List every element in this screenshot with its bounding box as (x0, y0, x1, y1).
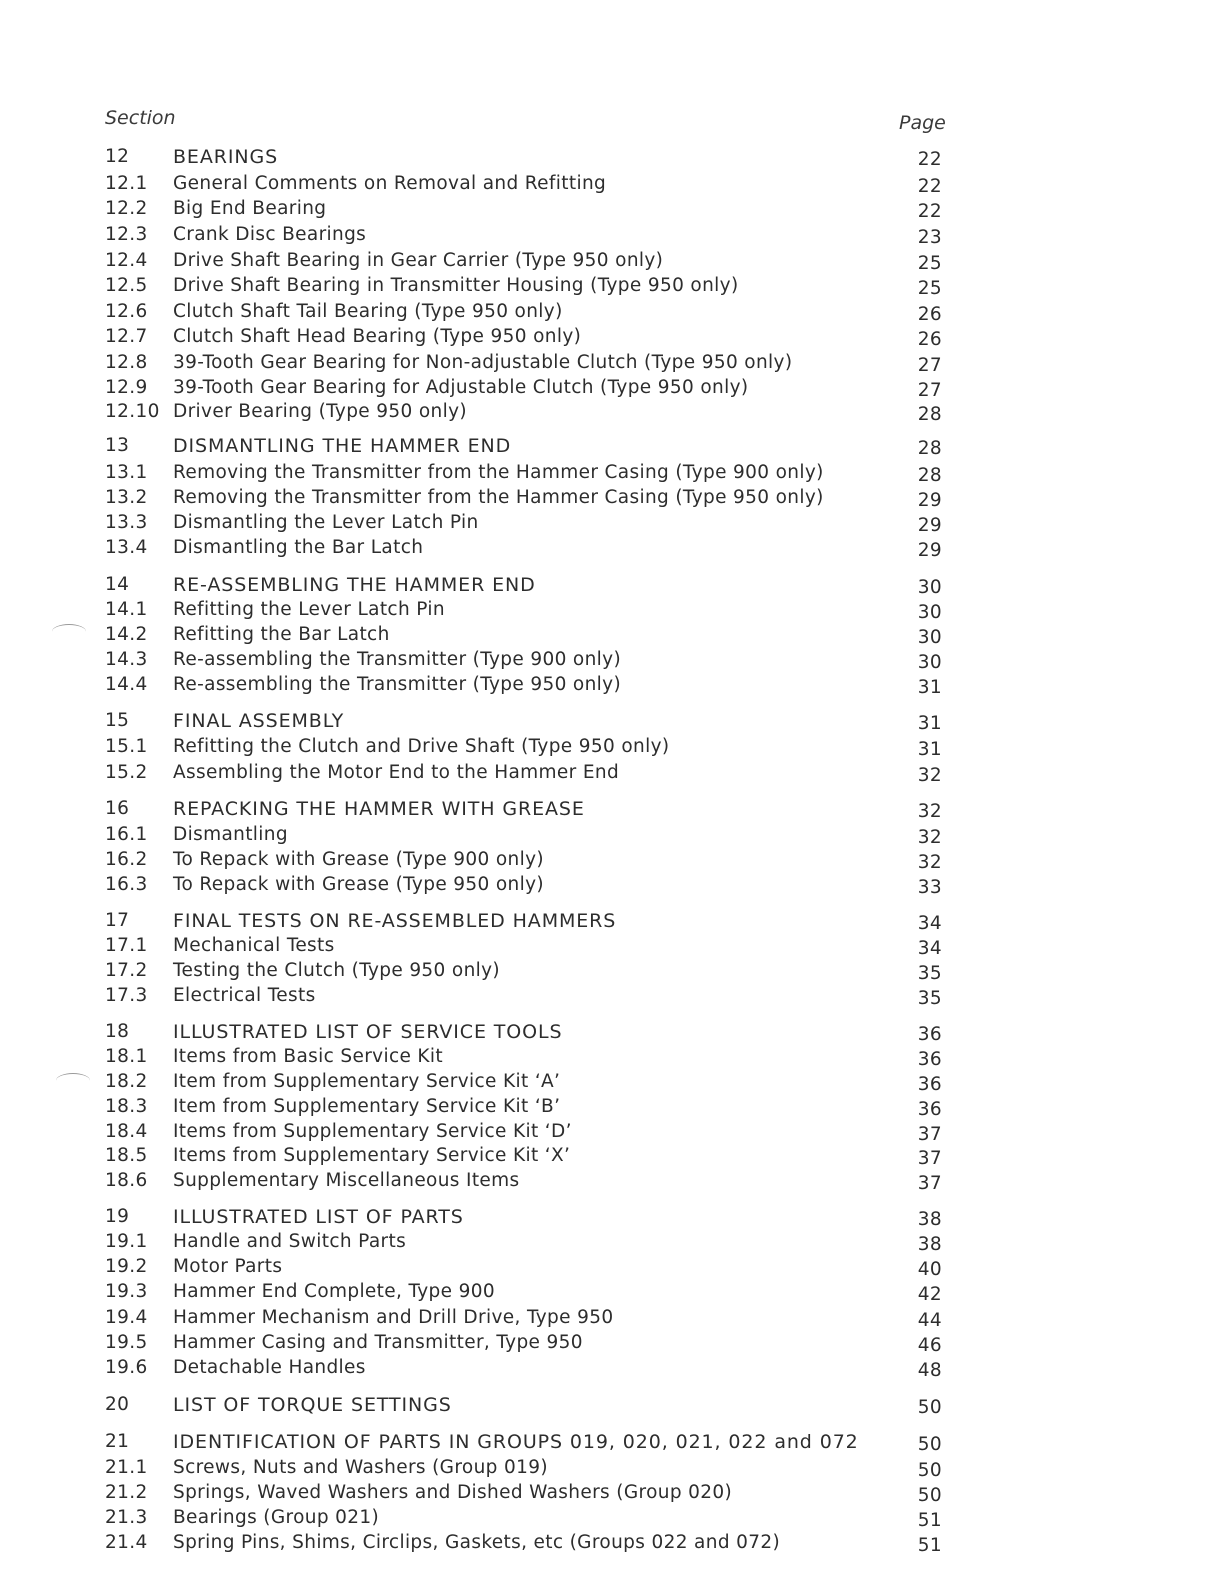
toc-page-number: 37 (917, 1124, 942, 1145)
toc-section-number: 17 (105, 910, 130, 931)
toc-section-heading (0, 909, 1224, 933)
toc-entry (0, 959, 1224, 983)
toc-section-number: 21 (105, 1431, 130, 1452)
toc-entry (0, 1506, 1224, 1530)
toc-title: Refitting the Clutch and Drive Shaft (Type 950 only) (173, 736, 670, 757)
toc-title: Dismantling the Lever Latch Pin (173, 512, 479, 533)
toc-page-number: 32 (917, 801, 942, 822)
toc-page-number: 50 (917, 1460, 942, 1481)
toc-title: Hammer Casing and Transmitter, Type 950 (173, 1332, 583, 1353)
toc-entry (0, 274, 1224, 298)
toc-section-number: 18.3 (105, 1096, 148, 1117)
toc-title: Re-assembling the Transmitter (Type 950 only) (173, 674, 622, 695)
toc-title: Motor Parts (173, 1256, 283, 1277)
toc-page-number: 33 (917, 877, 942, 898)
toc-page-number: 37 (917, 1173, 942, 1194)
toc-title: Items from Supplementary Service Kit ‘X’ (173, 1145, 571, 1166)
toc-entry (0, 400, 1224, 424)
toc-title: ILLUSTRATED LIST OF PARTS (173, 1206, 464, 1228)
toc-page-number: 36 (917, 1024, 942, 1045)
toc-entry (0, 1070, 1224, 1094)
toc-page-number: 36 (917, 1099, 942, 1120)
toc-section-number: 12.10 (105, 401, 160, 422)
toc-section-heading (0, 1205, 1224, 1229)
toc-title: Item from Supplementary Service Kit ‘A’ (173, 1071, 561, 1092)
toc-section-number: 13.2 (105, 487, 148, 508)
toc-page-number: 25 (917, 253, 942, 274)
toc-title: Supplementary Miscellaneous Items (173, 1170, 520, 1191)
toc-section-heading (0, 434, 1224, 458)
toc-section-number: 18.6 (105, 1170, 148, 1191)
toc-entry (0, 249, 1224, 273)
toc-section-number: 18.2 (105, 1071, 148, 1092)
toc-page-number: 51 (917, 1535, 942, 1556)
toc-entry (0, 197, 1224, 221)
toc-section-number: 14 (105, 574, 130, 595)
toc-title: Assembling the Motor End to the Hammer End (173, 762, 620, 783)
toc-section-number: 12.4 (105, 250, 148, 271)
page-column-header: Page (899, 112, 946, 134)
toc-section-number: 13.1 (105, 462, 148, 483)
toc-entry (0, 1095, 1224, 1119)
toc-section-number: 17.2 (105, 960, 148, 981)
toc-title: FINAL TESTS ON RE-ASSEMBLED HAMMERS (173, 910, 617, 932)
toc-title: To Repack with Grease (Type 900 only) (173, 849, 544, 870)
toc-section-number: 16.2 (105, 849, 148, 870)
toc-title: Spring Pins, Shims, Circlips, Gaskets, etc (Groups 022 and 072) (173, 1532, 781, 1553)
toc-page-number: 30 (917, 627, 942, 648)
toc-title: ILLUSTRATED LIST OF SERVICE TOOLS (173, 1021, 563, 1043)
toc-entry (0, 351, 1224, 375)
toc-section-number: 12 (105, 146, 130, 167)
toc-page-number: 32 (917, 765, 942, 786)
toc-section-number: 12.8 (105, 352, 148, 373)
toc-page-number: 27 (917, 380, 942, 401)
toc-section-number: 16 (105, 798, 130, 819)
toc-entry (0, 376, 1224, 400)
toc-section-number: 12.9 (105, 377, 148, 398)
toc-section-number: 13.4 (105, 537, 148, 558)
toc-entry (0, 1531, 1224, 1555)
toc-page-number: 31 (917, 713, 942, 734)
toc-title: Springs, Waved Washers and Dished Washers (Group 020) (173, 1482, 733, 1503)
toc-page-number: 30 (917, 577, 942, 598)
toc-entry (0, 848, 1224, 872)
toc-page-number: 32 (917, 827, 942, 848)
toc-section-number: 19.3 (105, 1281, 148, 1302)
toc-title: Clutch Shaft Head Bearing (Type 950 only) (173, 326, 582, 347)
toc-title: Screws, Nuts and Washers (Group 019) (173, 1457, 548, 1478)
punch-hole-mark (52, 624, 86, 639)
toc-section-number: 21.1 (105, 1457, 148, 1478)
toc-section-number: 20 (105, 1394, 130, 1415)
toc-section-heading (0, 573, 1224, 597)
toc-section-number: 12.5 (105, 275, 148, 296)
toc-title: Drive Shaft Bearing in Gear Carrier (Type 950 only) (173, 250, 664, 271)
toc-entry (0, 1356, 1224, 1380)
toc-section-number: 19 (105, 1206, 130, 1227)
toc-section-number: 19.2 (105, 1256, 148, 1277)
toc-page-number: 29 (917, 540, 942, 561)
toc-entry (0, 934, 1224, 958)
toc-section-heading (0, 1020, 1224, 1044)
toc-page-number: 50 (917, 1434, 942, 1455)
toc-page-number: 38 (917, 1234, 942, 1255)
toc-page-number: 27 (917, 355, 942, 376)
toc-section-heading (0, 145, 1224, 169)
toc-title: LIST OF TORQUE SETTINGS (173, 1394, 452, 1416)
toc-page-number: 23 (917, 227, 942, 248)
toc-title: Driver Bearing (Type 950 only) (173, 401, 467, 422)
toc-title: IDENTIFICATION OF PARTS IN GROUPS 019, 020, 021, 022 and 072 (173, 1431, 859, 1453)
toc-page-number: 50 (917, 1485, 942, 1506)
toc-page-number: 36 (917, 1074, 942, 1095)
toc-section-number: 15 (105, 710, 130, 731)
toc-title: Dismantling (173, 824, 288, 845)
toc-page-number: 50 (917, 1397, 942, 1418)
toc-entry (0, 486, 1224, 510)
toc-title: Removing the Transmitter from the Hammer Casing (Type 950 only) (173, 487, 824, 508)
toc-title: 39-Tooth Gear Bearing for Adjustable Clutch (Type 950 only) (173, 377, 749, 398)
toc-section-number: 14.2 (105, 624, 148, 645)
toc-title: Electrical Tests (173, 985, 316, 1006)
toc-page-number: 31 (917, 677, 942, 698)
toc-page-number: 46 (917, 1335, 942, 1356)
toc-section-number: 13 (105, 435, 130, 456)
toc-title: 39-Tooth Gear Bearing for Non-adjustable Clutch (Type 950 only) (173, 352, 793, 373)
toc-page-number: 31 (917, 739, 942, 760)
toc-entry (0, 673, 1224, 697)
toc-entry (0, 984, 1224, 1008)
toc-page-number: 22 (917, 201, 942, 222)
toc-entry (0, 1280, 1224, 1304)
toc-section-number: 12.6 (105, 301, 148, 322)
toc-page-number: 44 (917, 1310, 942, 1331)
toc-section-number: 16.3 (105, 874, 148, 895)
toc-title: General Comments on Removal and Refitting (173, 173, 607, 194)
toc-page-number: 28 (917, 404, 942, 425)
toc-section-number: 16.1 (105, 824, 148, 845)
toc-title: Removing the Transmitter from the Hammer Casing (Type 900 only) (173, 462, 824, 483)
toc-section-number: 17.3 (105, 985, 148, 1006)
toc-entry (0, 300, 1224, 324)
toc-entry (0, 325, 1224, 349)
toc-section-number: 18.5 (105, 1145, 148, 1166)
toc-section-number: 12.1 (105, 173, 148, 194)
toc-entry (0, 1481, 1224, 1505)
toc-entry (0, 1045, 1224, 1069)
toc-section-number: 15.2 (105, 762, 148, 783)
toc-title: RE-ASSEMBLING THE HAMMER END (173, 574, 536, 596)
toc-entry (0, 1169, 1224, 1193)
toc-page-number: 35 (917, 988, 942, 1009)
toc-title: Item from Supplementary Service Kit ‘B’ (173, 1096, 561, 1117)
toc-entry (0, 511, 1224, 535)
toc-page-number: 30 (917, 602, 942, 623)
toc-title: BEARINGS (173, 146, 279, 168)
toc-section-number: 14.1 (105, 599, 148, 620)
toc-title: Crank Disc Bearings (173, 224, 367, 245)
toc-section-number: 21.2 (105, 1482, 148, 1503)
toc-title: Refitting the Lever Latch Pin (173, 599, 445, 620)
toc-section-number: 18.1 (105, 1046, 148, 1067)
toc-section-number: 21.4 (105, 1532, 148, 1553)
toc-section-number: 12.2 (105, 198, 148, 219)
toc-title: Detachable Handles (173, 1357, 366, 1378)
toc-title: Items from Supplementary Service Kit ‘D’ (173, 1121, 572, 1142)
toc-title: Items from Basic Service Kit (173, 1046, 444, 1067)
toc-title: Refitting the Bar Latch (173, 624, 390, 645)
toc-entry (0, 623, 1224, 647)
toc-section-number: 15.1 (105, 736, 148, 757)
toc-entry (0, 823, 1224, 847)
toc-title: REPACKING THE HAMMER WITH GREASE (173, 798, 585, 820)
punch-hole-mark (56, 1073, 90, 1088)
toc-title: To Repack with Grease (Type 950 only) (173, 874, 544, 895)
toc-section-number: 17.1 (105, 935, 148, 956)
toc-page-number: 26 (917, 304, 942, 325)
toc-page-number: 29 (917, 515, 942, 536)
toc-section-number: 18.4 (105, 1121, 148, 1142)
toc-entry (0, 1144, 1224, 1168)
toc-section-number: 14.4 (105, 674, 148, 695)
toc-page-number: 29 (917, 490, 942, 511)
toc-section-number: 19.5 (105, 1332, 148, 1353)
toc-entry (0, 598, 1224, 622)
toc-section-heading (0, 1393, 1224, 1417)
toc-page-number: 51 (917, 1510, 942, 1531)
toc-title: FINAL ASSEMBLY (173, 710, 345, 732)
toc-section-number: 14.3 (105, 649, 148, 670)
toc-entry (0, 1120, 1224, 1144)
toc-page-number: 48 (917, 1360, 942, 1381)
toc-section-number: 21.3 (105, 1507, 148, 1528)
toc-section-number: 19.6 (105, 1357, 148, 1378)
toc-title: Big End Bearing (173, 198, 327, 219)
toc-section-number: 12.3 (105, 224, 148, 245)
toc-section-number: 19.1 (105, 1231, 148, 1252)
toc-page-number: 36 (917, 1049, 942, 1070)
toc-entry (0, 1331, 1224, 1355)
toc-entry (0, 1230, 1224, 1254)
toc-entry (0, 1306, 1224, 1330)
toc-title: Drive Shaft Bearing in Transmitter Housing (Type 950 only) (173, 275, 739, 296)
toc-title: Handle and Switch Parts (173, 1231, 407, 1252)
toc-page-number: 38 (917, 1209, 942, 1230)
toc-entry (0, 172, 1224, 196)
toc-entry (0, 1456, 1224, 1480)
toc-entry (0, 536, 1224, 560)
toc-title: Dismantling the Bar Latch (173, 537, 424, 558)
toc-page-number: 28 (917, 438, 942, 459)
toc-page-number: 34 (917, 938, 942, 959)
toc-title: Hammer Mechanism and Drill Drive, Type 950 (173, 1307, 614, 1328)
toc-section-number: 18 (105, 1021, 130, 1042)
toc-page-number: 37 (917, 1148, 942, 1169)
toc-page-number: 40 (917, 1259, 942, 1280)
toc-page-number: 28 (917, 465, 942, 486)
toc-section-number: 12.7 (105, 326, 148, 347)
toc-page-number: 26 (917, 329, 942, 350)
toc-title: DISMANTLING THE HAMMER END (173, 435, 512, 457)
toc-entry (0, 1255, 1224, 1279)
toc-section-heading (0, 1430, 1224, 1454)
toc-entry (0, 761, 1224, 785)
toc-page-number: 22 (917, 176, 942, 197)
toc-page-number: 22 (917, 149, 942, 170)
toc-section-number: 19.4 (105, 1307, 148, 1328)
toc-page-number: 30 (917, 652, 942, 673)
toc-section-heading (0, 797, 1224, 821)
toc-entry (0, 735, 1224, 759)
toc-page-number: 35 (917, 963, 942, 984)
toc-section-heading (0, 709, 1224, 733)
toc-entry (0, 223, 1224, 247)
toc-page-number: 34 (917, 913, 942, 934)
toc-title: Clutch Shaft Tail Bearing (Type 950 only) (173, 301, 563, 322)
toc-page-number: 32 (917, 852, 942, 873)
section-column-header: Section (105, 107, 176, 129)
toc-entry (0, 648, 1224, 672)
toc-title: Re-assembling the Transmitter (Type 900 only) (173, 649, 622, 670)
toc-page-number: 25 (917, 278, 942, 299)
toc-entry (0, 461, 1224, 485)
toc-title: Hammer End Complete, Type 900 (173, 1281, 495, 1302)
toc-title: Mechanical Tests (173, 935, 335, 956)
toc-entry (0, 873, 1224, 897)
toc-page-number: 42 (917, 1284, 942, 1305)
toc-section-number: 13.3 (105, 512, 148, 533)
toc-title: Testing the Clutch (Type 950 only) (173, 960, 501, 981)
toc-title: Bearings (Group 021) (173, 1507, 380, 1528)
